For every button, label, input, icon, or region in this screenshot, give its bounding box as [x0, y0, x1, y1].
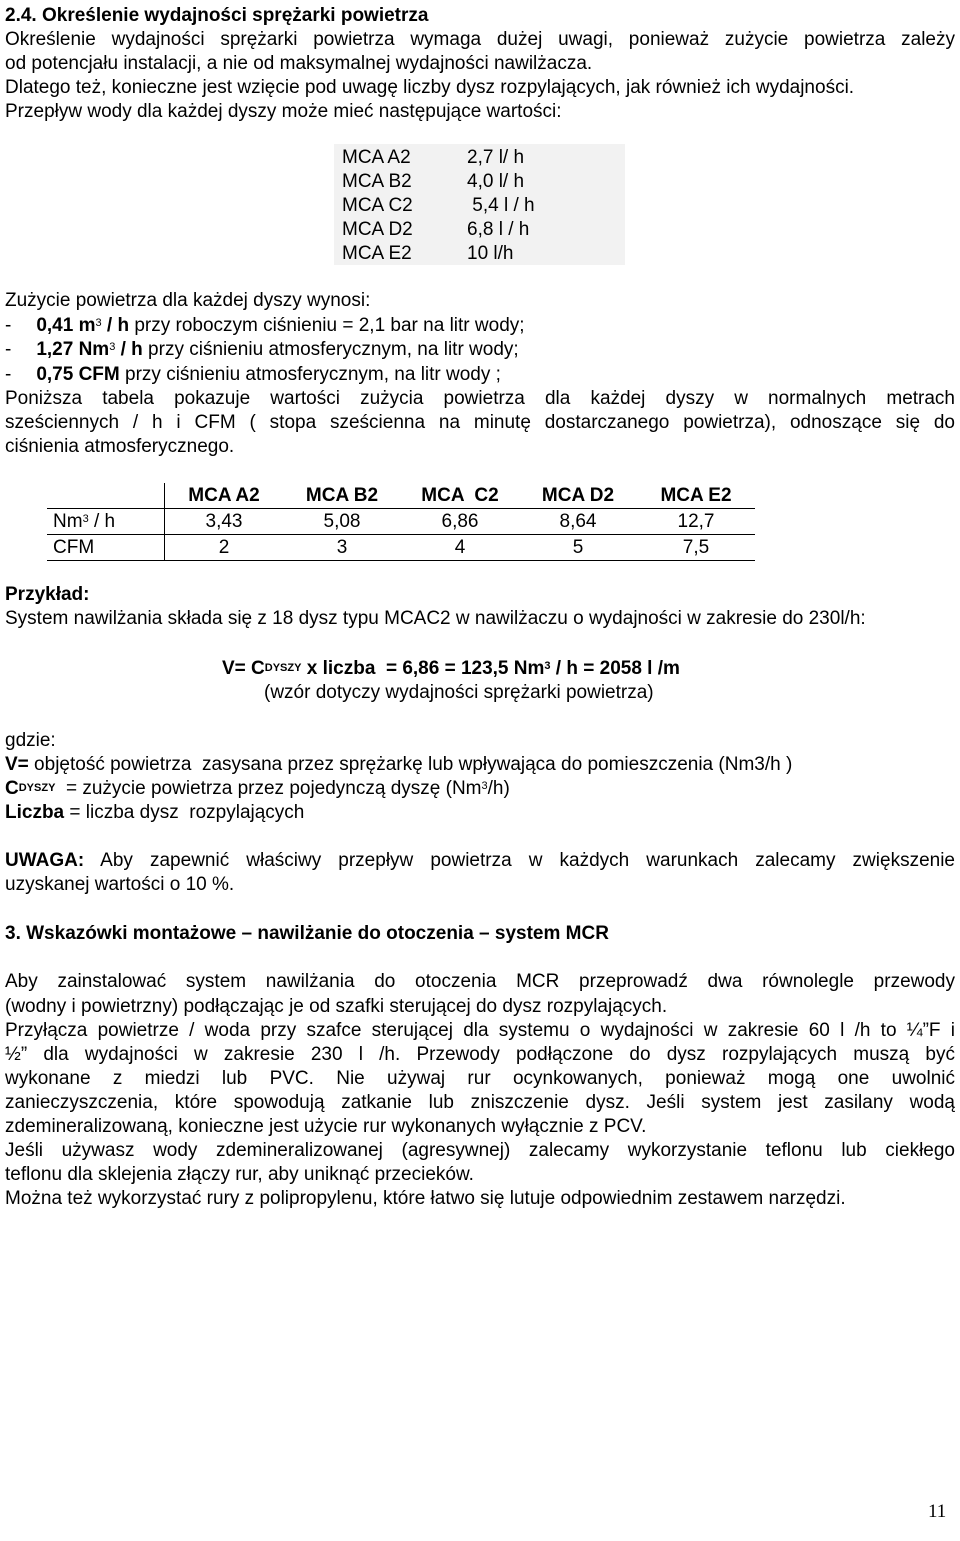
table-cell: 2: [165, 535, 284, 561]
consumption-intro: Zużycie powietrza dla każdej dyszy wynosi:: [5, 290, 371, 311]
example-label: Przykład:: [5, 584, 90, 605]
flow-nozzle-value: 6,8 l / h: [467, 219, 530, 240]
flow-nozzle-name: MCA E2: [342, 243, 412, 264]
table-header-cell: MCA C2: [401, 483, 519, 509]
section3-line-1: Aby zainstalować system nawilżania do otoczenia MCR przeprowadź dwa równolegle przewody: [5, 971, 955, 992]
formula-note: (wzór dotyczy wydajności sprężarki powietrza): [264, 682, 654, 703]
warning-line-2: uzyskanej wartości o 10 %.: [5, 874, 235, 895]
section3-line-9: teflonu dla sklejenia złączy rur, aby uniknąć przecieków.: [5, 1164, 474, 1185]
example-text: System nawilżania składa się z 18 dysz typu MCAC2 w nawilżaczu o wydajności w zakresie do 230l/h:: [5, 608, 866, 629]
page-number: 11: [928, 1501, 947, 1522]
table-row-label: CFM: [47, 535, 165, 561]
flow-nozzle-value: 10 l/h: [467, 243, 514, 264]
intro-line-3: Dlatego też, konieczne jest wzięcie pod uwagę liczby dysz rozpylających, jak również ich wydajności.: [5, 77, 855, 98]
warning-line-1: UWAGA: Aby zapewnić właściwy przepływ powietrza w każdych warunkach zalecamy zwiększenie: [5, 850, 955, 871]
flow-nozzle-name: MCA D2: [342, 219, 413, 240]
table-intro-line-3: ciśnienia atmosferycznego.: [5, 436, 235, 457]
definition-c: CDYSZY = zużycie powietrza przez pojedynczą dyszę (Nm$^3$/h): [5, 778, 510, 799]
section3-line-6: zanieczyszczenia, które spowodują zatkanie lub zniszczenie dysz. Jeśli system jest zasilany wodą: [5, 1092, 955, 1113]
definition-v: V= objętość powietrza zasysana przez sprężarkę lub wpływająca do pomieszczenia (Nm3/h ): [5, 754, 793, 775]
intro-line-4: Przepływ wody dla każdej dyszy może mieć następujące wartości:: [5, 101, 562, 122]
flow-nozzle-value: 4,0 l/ h: [467, 171, 525, 192]
table-header-cell: MCA E2: [637, 483, 755, 509]
table-header-cell: MCA D2: [519, 483, 637, 509]
flow-row: [334, 194, 625, 218]
flow-nozzle-name: MCA C2: [342, 195, 413, 216]
section3-heading: 3. Wskazówki montażowe – nawilżanie do otoczenia – system MCR: [5, 923, 609, 944]
table-cell: 7,5: [637, 535, 755, 561]
section3-line-8: Jeśli używasz wody zdemineralizowanej (agresywnej) zalecamy wykorzystanie teflonu lub ciekłego: [5, 1140, 955, 1161]
intro-line-2: od potencjału instalacji, a nie od maksymalnej wydajności nawilżacza.: [5, 53, 593, 74]
table-row: [47, 535, 755, 561]
table-cell: 3: [283, 535, 401, 561]
consumption-item-1: - 0,41 $m^3$ / h przy roboczym ciśnieniu = 2,1 bar na litr wody;: [5, 315, 525, 336]
flow-rate-table: [334, 144, 625, 265]
table-cell: 5,08: [283, 509, 401, 535]
table-intro-line-2: sześciennych / h i CFM ( stopa sześcienna na minutę dostarczanego powietrza), odnoszące się do: [5, 412, 955, 433]
section3-line-5: wykonane z miedzi lub PVC. Nie używaj rur ocynkowanych, ponieważ mogą one uwolnić: [5, 1068, 955, 1089]
flow-nozzle-value: 5,4 l / h: [467, 195, 535, 216]
flow-nozzle-name: MCA A2: [342, 147, 411, 168]
section3-line-3: Przyłącza powietrze / woda przy szafce sterującej dla systemu o wydajności w zakresie 60 l /h to ¼”F i: [5, 1020, 955, 1041]
section-heading: 2.4. Określenie wydajności sprężarki powietrza: [5, 5, 429, 26]
section3-line-7: zdemineralizowaną, konieczne jest użycie rur wykonanych wyłącznie z PCV.: [5, 1116, 647, 1137]
section3-line-2: (wodny i powietrzny) podłączając je od szafki sterującej do dysz rozpylających.: [5, 996, 668, 1017]
table-intro-line-1: Poniższa tabela pokazuje wartości zużycia powietrza dla każdej dyszy w normalnych metrach: [5, 388, 955, 409]
table-corner-cell: [47, 483, 165, 509]
table-header-cell: MCA B2: [283, 483, 401, 509]
flow-row: [334, 170, 625, 194]
formula: V= CDYSZY x liczba = 6,86 = 123,5 Nm$^3$ / h = 2058 l /m: [222, 658, 680, 679]
definitions-where: gdzie:: [5, 730, 56, 751]
section3-line-4: ½” dla wydajności w zakresie 230 l /h. Przewody podłączone do dysz rozpylających muszą być: [5, 1044, 955, 1065]
table-row: [47, 509, 755, 535]
intro-line-1: Określenie wydajności sprężarki powietrza wymaga dużej uwagi, ponieważ zużycie powietrza zależy: [5, 29, 955, 50]
table-row-label: Nm$^3$ / h: [47, 509, 165, 535]
table-cell: 12,7: [637, 509, 755, 535]
table-cell: 3,43: [165, 509, 284, 535]
table-cell: 4: [401, 535, 519, 561]
flow-row: [334, 242, 625, 266]
table-header-cell: MCA A2: [165, 483, 284, 509]
consumption-item-3: - 0,75 CFM przy ciśnieniu atmosferycznym, na litr wody ;: [5, 364, 501, 385]
flow-nozzle-value: 2,7 l/ h: [467, 147, 525, 168]
section3-line-10: Można też wykorzystać rury z polipropylenu, które łatwo się lutuje odpowiednim zestawem narzędzi.: [5, 1188, 846, 1209]
table-cell: 5: [519, 535, 637, 561]
consumption-item-2: - 1,27 Nm$^3$ / h przy ciśnieniu atmosferycznym, na litr wody;: [5, 339, 519, 360]
definition-liczba: Liczba = liczba dysz rozpylających: [5, 802, 305, 823]
table-header-row: [47, 483, 755, 509]
flow-nozzle-name: MCA B2: [342, 171, 412, 192]
table-cell: 6,86: [401, 509, 519, 535]
air-consumption-table: [47, 483, 755, 561]
flow-row: [334, 146, 625, 170]
table-cell: 8,64: [519, 509, 637, 535]
flow-row: [334, 218, 625, 242]
